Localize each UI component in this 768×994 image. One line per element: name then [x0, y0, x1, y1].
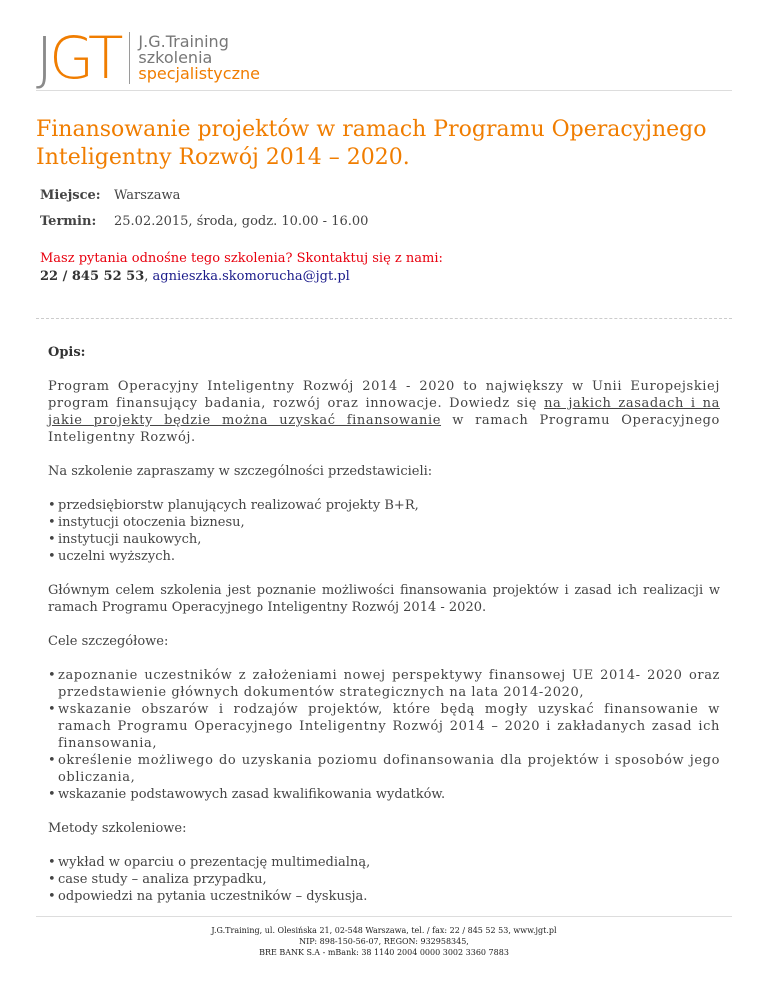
place-label: Miejsce: [40, 188, 101, 203]
footer-line3: BRE BANK S.A - mBank: 38 1140 2004 0000 3002 3360 7883 [259, 948, 509, 957]
methods-list [48, 854, 720, 905]
list-item: • instytucji otoczenia biznesu, [48, 514, 720, 531]
description-section [48, 344, 720, 922]
list-item: • uczelni wyższych. [48, 548, 720, 565]
logo-text-line2: szkolenia [138, 48, 213, 67]
footer-line1: J.G.Training, ul. Olesińska 21, 02-548 Warszawa, tel. / fax: 22 / 845 52 53, www.jgt.pl [211, 926, 557, 935]
meta-date-row [40, 214, 368, 240]
section-divider [36, 318, 732, 319]
footer-divider [36, 916, 732, 917]
logo-divider [129, 32, 130, 84]
place-value: Warszawa [114, 188, 181, 203]
logo-text-line3: specjalistyczne [138, 64, 260, 83]
date-label: Termin: [40, 214, 97, 229]
contact-separator: , [144, 269, 153, 284]
contact-email-link[interactable]: agnieszka.skomorucha@jgt.pl [152, 269, 350, 284]
date-value: 25.02.2015, środa, godz. 10.00 - 16.00 [114, 214, 369, 229]
logo-mark [36, 24, 120, 92]
intro-text-a: Program Operacyjny Inteligentny Rozwój 2014 - 2020 to największy w Unii Europejskiej program finansujący badania, rozwój oraz innowacje. Dowiedz się [48, 379, 720, 411]
training-meta [40, 188, 368, 240]
list-item: • wskazanie obszarów i rodzajów projektów, które będą mogły uzyskać finansowanie w ramach Programu Operacyjnego Inteligentny Rozwój 2014 – 2020 i zakładanych zasad ich finansowania, [48, 701, 720, 752]
list-item: • określenie możliwego do uzyskania poziomu dofinansowania dla projektów i sposobów jego obliczania, [48, 752, 720, 786]
meta-place-row [40, 188, 368, 214]
contact-question: Masz pytania odnośne tego szkolenia? Skontaktuj się z nami: [40, 251, 443, 266]
list-item: • wskazanie podstawowych zasad kwalifikowania wydatków. [48, 786, 720, 803]
logo-text-line1: J.G.Training [138, 32, 229, 51]
goal-text: Głównym celem szkolenia jest poznanie możliwości finansowania projektów i zasad ich realizacji w ramach Programu Operacyjnego Inteligentny Rozwój 2014 - 2020. [48, 583, 720, 615]
header-divider [36, 90, 732, 91]
list-item: • wykład w oparciu o prezentację multimedialną, [48, 854, 720, 871]
page-footer [0, 925, 768, 958]
methods-heading: Metody szkoleniowe: [48, 821, 187, 836]
list-item: • case study – analiza przypadku, [48, 871, 720, 888]
invite-text: Na szkolenie zapraszamy w szczególności przedstawicieli: [48, 464, 433, 479]
logo-mark-gt: GT [49, 24, 120, 92]
invitees-list [48, 497, 720, 565]
footer-line2: NIP: 898-150-56-07, REGON: 932958345, [299, 937, 469, 946]
list-item: • przedsiębiorstw planujących realizować projekty B+R, [48, 497, 720, 514]
page-title: Finansowanie projektów w ramach Programu Operacyjnego Inteligentny Rozwój 2014 – 2020. [36, 117, 707, 170]
list-item: • odpowiedzi na pytania uczestników – dyskusja. [48, 888, 720, 905]
company-logo [36, 24, 260, 92]
contact-details [40, 268, 443, 286]
list-item: • zapoznanie uczestników z założeniami nowej perspektywy finansowej UE 2014- 2020 oraz przedstawienie głównych dokumentów strategicznych na lata 2014-2020, [48, 667, 720, 701]
intro-text-b: w ramach Programu Operacyjnego Inteligentny Rozwój. [48, 413, 720, 445]
logo-text [138, 34, 260, 82]
list-item: • instytucji naukowych, [48, 531, 720, 548]
description-intro [48, 378, 720, 446]
intro-underlined: na jakich zasadach i na jakie projekty będzie można uzyskać finansowanie [48, 396, 720, 428]
detailed-heading: Cele szczegółowe: [48, 634, 169, 649]
description-heading: Opis: [48, 345, 86, 360]
contact-block [40, 250, 443, 286]
logo-mark-j: J [36, 24, 50, 92]
contact-phone: 22 / 845 52 53 [40, 269, 145, 284]
detailed-list [48, 667, 720, 803]
